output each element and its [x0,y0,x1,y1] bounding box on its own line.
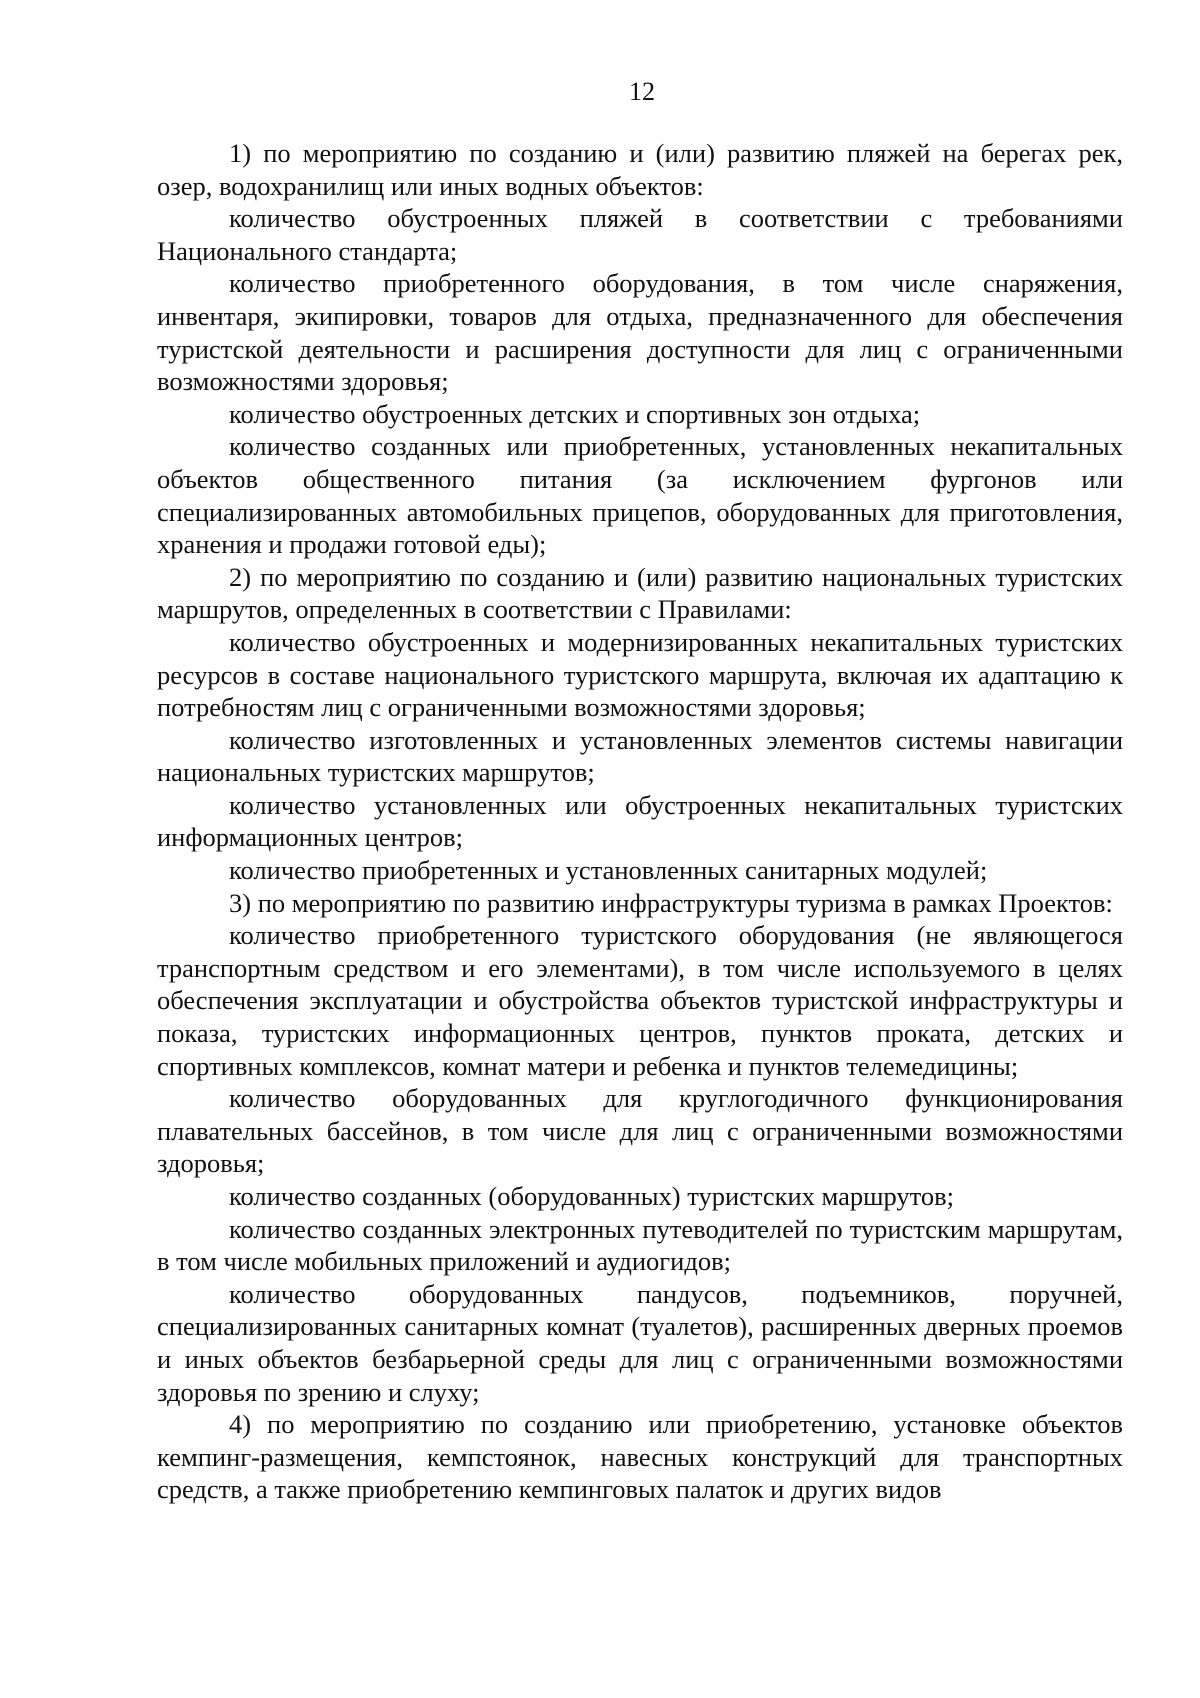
paragraph-item-3-infrastructure: 3) по мероприятию по развитию инфраструктуры туризма в рамках Проектов: [229,887,1113,918]
page-number: 12 [629,77,655,106]
paragraph-pools-count: количество оборудованных для круглогодичного функционирования плавательных бассейнов, в том числе для лиц с ограниченными возможностями здоровья; [157,1083,1123,1179]
paragraph-item-4-camping: 4) по мероприятию по созданию или приобретению, установке объектов кемпинг-размещения, кемпстоянок, навесных конструкций для транспортных средств, а также приобретению кемпинговых палаток и других видов [157,1409,1123,1505]
paragraph-tourist-resources-count: количество обустроенных и модернизированных некапитальных туристских ресурсов в составе национального туристского маршрута, включая их адаптацию к потребностям лиц с ограниченными возможностями здоровья; [157,626,1123,723]
paragraph-item-2-routes: 2) по мероприятию по созданию и (или) развитию национальных туристских маршрутов, определенных в соответствии с Правилами: [157,561,1123,625]
paragraph-navigation-elements-count: количество изготовленных и установленных элементов системы навигации национальных туристских маршрутов; [157,724,1123,788]
paragraph-sanitary-modules-count: количество приобретенных и установленных санитарных модулей; [229,855,988,886]
paragraph-tourist-equipment-count: количество приобретенного туристского оборудования (не являющегося транспортным средством и его элементами), в том числе используемого в целях обеспечения эксплуатации и обустройства объектов туристской инфраструктуры и показа, туристских информационных центров, пунктов проката, детских и спортивных комплексов, комнат матери и ребенка и пунктов телемедицины; [157,920,1123,1081]
paragraph-recreation-zones-count: количество обустроенных детских и спортивных зон отдыха; [229,398,921,429]
paragraph-e-guides-count: количество созданных электронных путеводителей по туристским маршрутам, в том числе мобильных приложений и аудиогидов; [157,1213,1123,1277]
paragraph-item-1-beaches: 1) по мероприятию по созданию и (или) развитию пляжей на берегах рек, озер, водохранилищ или иных водных объектов: [157,138,1123,201]
paragraph-beaches-count: количество обустроенных пляжей в соответствии с требованиями Национального стандарта; [157,203,1123,266]
paragraph-catering-objects-count: количество созданных или приобретенных, установленных некапитальных объектов общественного питания (за исключением фургонов или специализированных автомобильных прицепов, оборудованных для приготовления, хранения и продажи готовой еды); [157,431,1123,560]
paragraph-equipment-count: количество приобретенного оборудования, в том числе снаряжения, инвентаря, экипировки, товаров для отдыха, предназначенного для обеспечения туристской деятельности и расширения доступности для лиц с ограниченными возможностями здоровья; [157,268,1123,397]
paragraph-routes-created-count: количество созданных (оборудованных) туристских маршрутов; [229,1181,955,1211]
document-body [157,137,1123,1506]
paragraph-info-centers-count: количество установленных или обустроенных некапитальных туристских информационных центров; [157,789,1123,853]
paragraph-barrier-free-count: количество оборудованных пандусов, подъемников, поручней, специализированных санитарных комнат (туалетов), расширенных дверных проемов и иных объектов безбарьерной среды для лиц с ограниченными возможностями здоровья по зрению и слуху; [157,1278,1123,1407]
